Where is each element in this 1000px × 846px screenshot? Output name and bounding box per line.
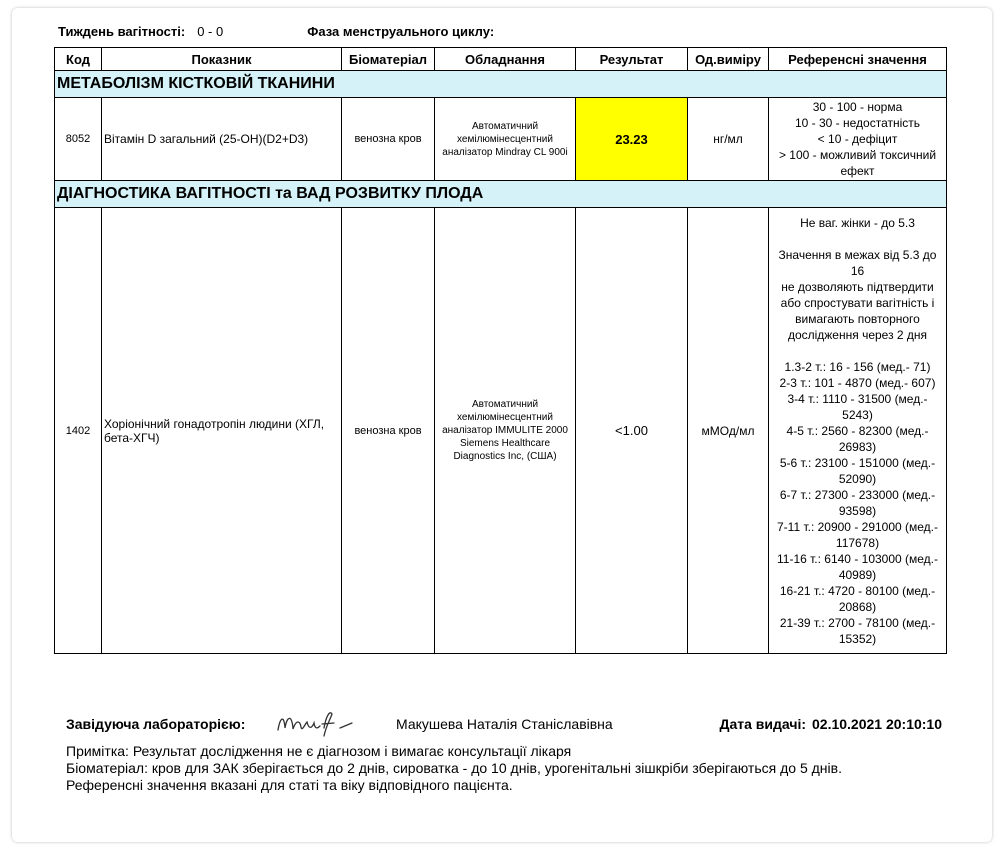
section-title: ДІАГНОСТИКА ВАГІТНОСТІ та ВАД РОЗВИТКУ ПЛОДА [55, 181, 947, 208]
col-header-code: Код [55, 48, 102, 71]
section-row-pregnancy-diagnostics [55, 181, 947, 208]
section-row-bone-metabolism [55, 71, 947, 98]
reference-line: > 100 - можливий токсичний ефект [778, 148, 937, 178]
note-line: Примітка: Результат дослідження не є діагнозом і вимагає консультації лікаря [66, 743, 572, 759]
reference-line: 7-11 т.: 20900 - 291000 (мед.- 117678) [776, 519, 939, 550]
col-header-result: Результат [576, 48, 688, 71]
col-header-indicator: Показник [102, 48, 342, 71]
issue-date-value: 02.10.2021 20:10:10 [812, 716, 942, 732]
row-reference [769, 208, 947, 654]
reference-line: 1.3-2 т.: 16 - 156 (мед.- 71) [784, 359, 931, 374]
pregnancy-weeks-value: 0 - 0 [197, 24, 224, 39]
row-biomaterial: венозна кров [342, 98, 435, 181]
cycle-phase-label: Фаза менструального циклу: [307, 24, 495, 39]
reference-line: Не ваг. жінки - до 5.3 [800, 215, 915, 230]
lab-head-label: Завідуюча лабораторією: [66, 716, 246, 732]
row-result: <1.00 [576, 208, 688, 654]
signature-row [66, 708, 942, 738]
reference-line: Значення в межах від 5.3 до 16 [778, 247, 937, 278]
row-code: 1402 [55, 208, 102, 654]
row-equipment: Автоматичний хемілюмінесцентний аналізатор Mindray CL 900i [435, 98, 576, 181]
results-table [54, 47, 947, 654]
row-indicator: Хоріонічний гонадотропін людини (ХГЛ, бета-ХГЧ) [102, 208, 342, 654]
reference-line: 4-5 т.: 2560 - 82300 (мед.- 26983) [786, 423, 929, 454]
col-header-reference: Референсні значення [769, 48, 947, 71]
row-indicator: Вітамін D загальний (25-OH)(D2+D3) [102, 98, 342, 181]
issue-date-label: Дата видачі: [719, 716, 806, 732]
row-result-flagged: 23.23 [576, 98, 688, 181]
row-equipment: Автоматичний хемілюмінесцентний аналізатор IMMULITE 2000 Siemens Healthcare Diagnostics Inc, (США) [435, 208, 576, 654]
row-biomaterial: венозна кров [342, 208, 435, 654]
table-header-row [55, 48, 947, 71]
table-row [55, 98, 947, 181]
pregnancy-weeks-label: Тиждень вагітності: [58, 24, 186, 39]
col-header-unit: Од.виміру [688, 48, 769, 71]
row-unit: нг/мл [688, 98, 769, 181]
reference-line: 3-4 т.: 1110 - 31500 (мед.- 5243) [787, 391, 928, 422]
reference-line [771, 231, 944, 247]
reference-line: 2-3 т.: 101 - 4870 (мед.- 607) [779, 375, 936, 390]
reference-line: 11-16 т.: 6140 - 103000 (мед.- 40989) [776, 551, 939, 582]
row-unit: мМОд/мл [688, 208, 769, 654]
section-title: МЕТАБОЛІЗМ КІСТКОВІЙ ТКАНИНИ [55, 71, 947, 98]
reference-line: не дозволяють підтвердити або спростувати вагітність і вимагають повторного дослідження через 2 дня [780, 279, 935, 342]
row-reference [769, 98, 947, 181]
reference-line [771, 343, 944, 359]
issue-date-block [719, 716, 942, 732]
reference-line: < 10 - дефіцит [817, 132, 898, 146]
handwritten-signature [272, 708, 360, 738]
reference-line: 5-6 т.: 23100 - 151000 (мед.- 52090) [779, 455, 936, 486]
reference-line: 6-7 т.: 27300 - 233000 (мед.- 93598) [779, 487, 936, 518]
reference-line: 10 - 30 - недостатність [794, 116, 921, 130]
notes-block [66, 743, 842, 794]
reference-line: 21-39 т.: 2700 - 78100 (мед.- 15352) [779, 615, 936, 646]
note-line: Референсні значення вказані для статі та віку відповідного пацієнта. [66, 777, 513, 793]
row-code: 8052 [55, 98, 102, 181]
note-line: Біоматеріал: кров для ЗАК зберігається до 2 днів, сироватка - до 10 днів, урогенітальні зішкріби зберігаються до 5 днів. [66, 760, 842, 776]
col-header-biomaterial: Біоматеріал [342, 48, 435, 71]
col-header-equipment: Обладнання [435, 48, 576, 71]
reference-line: 30 - 100 - норма [812, 100, 903, 114]
reference-line: 16-21 т.: 4720 - 80100 (мед.- 20868) [779, 583, 936, 614]
pregnancy-info [58, 24, 494, 39]
table-row [55, 208, 947, 654]
lab-head-name: Макушева Наталія Станіславівна [396, 716, 613, 732]
